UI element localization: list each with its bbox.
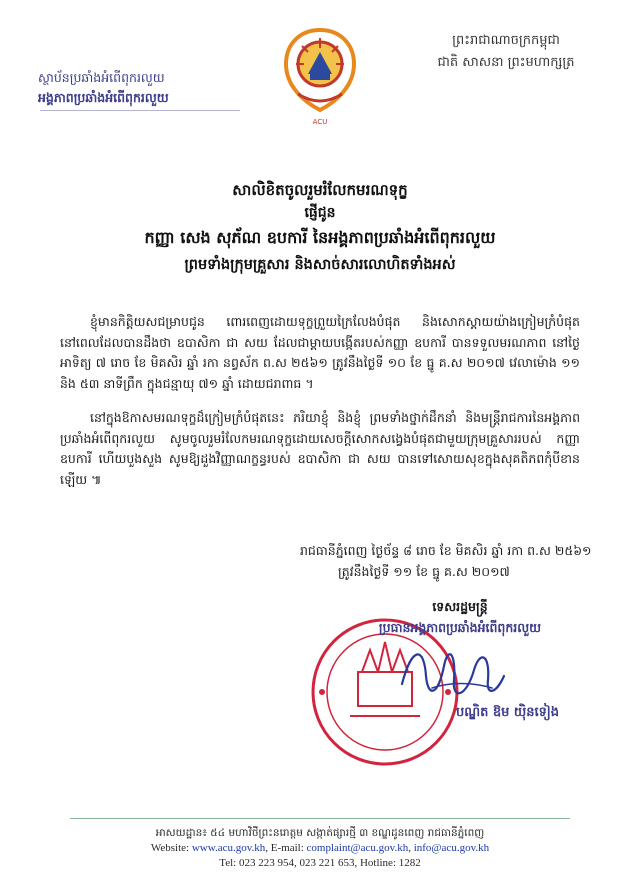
acu-logo-icon bbox=[280, 24, 360, 134]
title-line-4: ព្រមទាំងក្រុមគ្រួសារ និងសាច់សារលោហិតទាំងអស់ bbox=[184, 256, 456, 273]
issuing-institution bbox=[38, 68, 258, 108]
signer-role: ទេសរដ្ឋមន្ត្រី bbox=[432, 599, 488, 614]
svg-text:ACU: ACU bbox=[312, 118, 328, 126]
kingdom-motto bbox=[416, 30, 596, 74]
date-line-1: រាជធានីភ្នំពេញ ថ្ងៃច័ន្ទ ៨ រោច ខែ មិគសិរ ឆ្នាំ រកា ព.ស ២៥៦១ bbox=[300, 543, 592, 558]
letter-footer bbox=[40, 826, 600, 871]
signer-block bbox=[360, 596, 560, 638]
kingdom-line-1: ព្រះរាជាណាចក្រកម្ពុជា bbox=[452, 33, 560, 48]
institution-divider bbox=[40, 110, 240, 111]
website-label: Website: bbox=[150, 842, 192, 854]
date-line-2: ត្រូវនឹងថ្ងៃទី ១១ ខែ ធ្នូ គ.ស ២០១៧ bbox=[338, 564, 510, 579]
date-place bbox=[300, 540, 600, 582]
letter-body bbox=[60, 312, 580, 504]
signer-name: បណ្ឌិត ឱម យ៉ិនទៀង bbox=[456, 705, 560, 720]
kingdom-line-2: ជាតិ សាសនា ព្រះមហាក្សត្រ bbox=[437, 55, 575, 70]
info-email-link[interactable]: info@acu.gov.kh bbox=[413, 842, 490, 854]
handwritten-signature-icon bbox=[392, 636, 512, 708]
institution-line-1: ស្ថាប័នប្រឆាំងអំពើពុករលួយ bbox=[38, 70, 165, 85]
body-paragraph-2: នៅក្នុងឱកាសមរណទុក្ខដ៏ក្រៀមក្រំបំផុតនេះ ភរិយាខ្ញុំ និងខ្ញុំ ព្រមទាំងថ្នាក់ដឹកនាំ និងមន្ត្រីរាជការនៃអង្គភាពប្រឆាំងអំពើពុករលួយ សូមចូលរួមរំលែកមរណទុក្ខដោយសេចក្ដីសោកសង្វេងបំផុតជាមួយក្រុមគ្រួសាររបស់ កញ្ញាឧបការី ហើយបួងសួង សូមឱ្យដួងវិញ្ញាណក្ខន្ធរបស់ ឧបាសិកា ជា សយ បានទៅសោយសុខក្នុងសុគតិភពកុំបីខានឡើយ ៕ bbox=[60, 410, 580, 487]
footer-contacts bbox=[40, 841, 600, 856]
signer-position: ប្រធានអង្គភាពប្រឆាំងអំពើពុករលួយ bbox=[378, 620, 542, 635]
footer-telephone: Tel: 023 223 954, 023 221 653, Hotline: 1282 bbox=[219, 857, 421, 869]
title-line-3: កញ្ញា សេង សុភ័ណ ឧបការី នៃអង្គភាពប្រឆាំងអំពើពុករលួយ bbox=[144, 228, 496, 247]
complaint-email-link[interactable]: complaint@acu.gov.kh bbox=[306, 842, 409, 854]
body-paragraph-1: ខ្ញុំមានកិត្តិយសជម្រាបជូន ពោរពេញដោយទុក្ខព្រួយក្រៃលែងបំផុត និងសោកស្ដាយយ៉ាងក្រៀមក្រំបំផុត នៅពេលដែលបានដឹងថា ឧបាសិកា ជា សយ ដែលជាម្ដាយបង្កើតរបស់កញ្ញា ឧបការី បានទទួលមរណភាព នៅថ្ងៃ អាទិត្យ ៧ រោច ខែ មិគសិរ ឆ្នាំ រកា នព្វស័ក ព.ស ២៥៦១ ត្រូវនឹងថ្ងៃទី ១០ ខែ ធ្នូ គ.ស ២០១៧ វេលាម៉ោង ១១ និង ៥៣ នាទីព្រឹក ក្នុងជន្មាយុ ៧១ ឆ្នាំ ដោយជរាពាធ ។ bbox=[60, 314, 580, 391]
letter-title bbox=[40, 178, 600, 278]
institution-line-2: អង្គភាពប្រឆាំងអំពើពុករលួយ bbox=[38, 90, 169, 105]
email-label: , E-mail: bbox=[265, 842, 307, 854]
footer-divider bbox=[70, 818, 570, 819]
website-link[interactable]: www.acu.gov.kh bbox=[191, 842, 266, 854]
footer-address: អាសយដ្ឋាន៖ ៥៤ មហាវិថីព្រះនរោត្តម សង្កាត់ផ្សារថ្មី ៣ ខណ្ឌដូនពេញ រាជធានីភ្នំពេញ bbox=[155, 827, 485, 839]
title-line-1: សាលិខិតចូលរួមរំលែកមរណទុក្ខ bbox=[232, 181, 408, 199]
email-separator: , bbox=[408, 842, 414, 854]
title-line-2: ផ្ញើជូន bbox=[304, 205, 336, 221]
